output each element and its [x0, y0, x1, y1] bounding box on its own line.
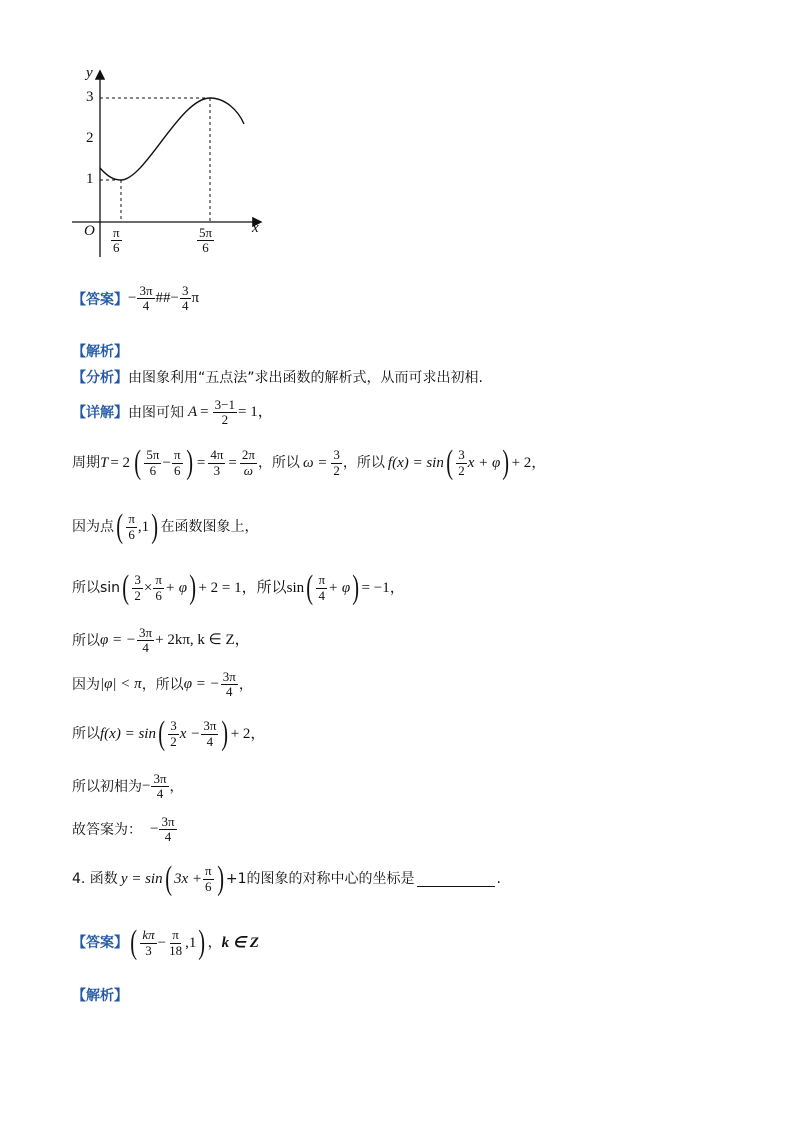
- x-axis-label: x: [252, 220, 259, 236]
- abs-line: 因为 |φ| < π ，所以 φ = − $\frac{3\pi}{4}$ ，: [72, 669, 253, 700]
- answer-4: 【答案】 ( $\frac{k\pi}{3}$ − $\frac{\pi}{18}$ ,1 ) ， k ∈ Z: [72, 924, 259, 961]
- init-phase-line: 所以初相为 − $\frac{3\pi}{4}$ ，: [72, 771, 184, 802]
- question-4: 4. 函数 y = sin ( 3x + $\frac{\pi}{6}$ ) +1的图象的对称中心的坐标是 .: [72, 860, 501, 897]
- analysis-label-2: 【解析】: [72, 988, 128, 1004]
- answer-blank: [417, 872, 495, 887]
- x-tick-pi6: $\frac{\pi}{6}$: [113, 225, 120, 256]
- point-line: 因为点 ( $\frac{\pi}{6}$ ,1 ) 在函数图象上，: [72, 508, 259, 545]
- answer-3: 【答案】 − $\frac{3\pi}{4}$ ##− $\frac{3}{4}$ π: [72, 283, 200, 314]
- y-tick-2: 2: [86, 130, 94, 146]
- sin-line: 所以sin ( $\frac{3}{2}$ × $\frac{\pi}{6}$ + φ ) + 2 = 1，所以sin ( $\frac{\pi}{4}$ + φ ) = −1，: [72, 569, 405, 606]
- y-tick-3: 3: [86, 89, 94, 105]
- final-answer-line: 故答案为： − $\frac{3\pi}{4}$: [72, 814, 175, 845]
- fenxi-line: 【分析】 由图象利用“五点法”求出函数的解析式，从而可求出初相.: [72, 370, 483, 386]
- y-tick-1: 1: [86, 171, 94, 187]
- x-tick-5pi6: $\frac{5\pi}{6}$: [199, 225, 213, 256]
- period-line: 周期 T = 2 ( $\frac{5\pi}{6}$ − $\frac{\pi}{6}$ ) = $\frac{4\pi}{3}$ = $\frac{2\pi}{\omega}$ ，所以 ω = $\frac{3}{2}$ ，所以 f(x) = sin ( $\frac{3}{2}$ x + φ ) + 2，: [72, 444, 547, 481]
- analysis-label: 【解析】: [72, 344, 128, 360]
- sine-curve: [100, 98, 244, 180]
- phi-line: 所以 φ = − $\frac{3\pi}{4}$ + 2kπ, k ∈ Z，: [72, 625, 250, 656]
- xiangjie-line: 【详解】 由图可知 A = $\frac{3-1}{2}$ = 1，: [72, 397, 273, 428]
- answer-label: 【答案】: [72, 291, 128, 308]
- f-line: 所以 f(x) = sin ( $\frac{3}{2}$ x − $\frac{3\pi}{4}$ ) + 2，: [72, 715, 266, 752]
- origin-label: O: [84, 223, 95, 239]
- y-axis-label: y: [86, 65, 93, 81]
